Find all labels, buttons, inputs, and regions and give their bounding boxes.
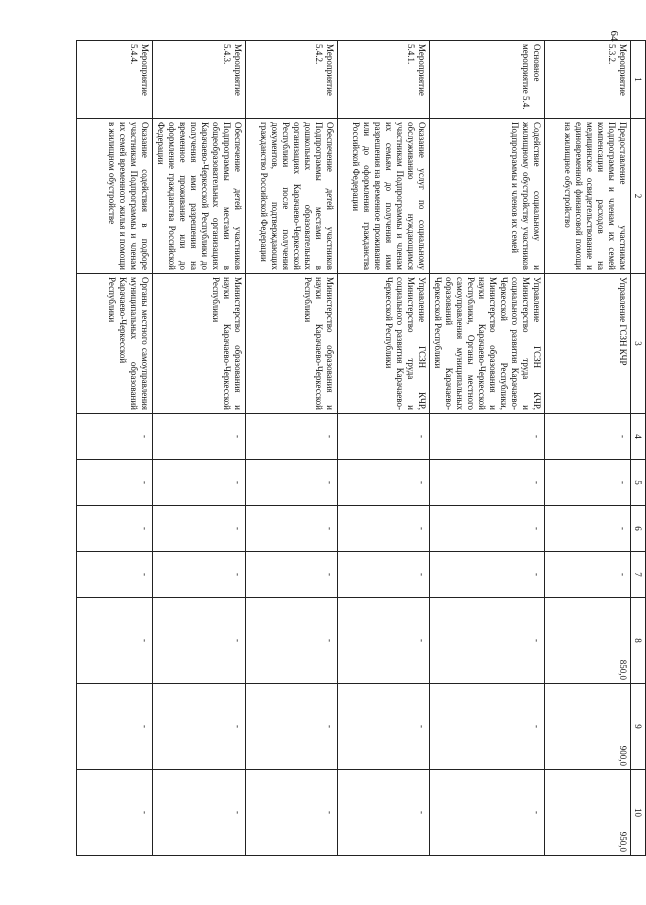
value-cell: - <box>545 414 631 460</box>
value-cell: - <box>77 684 153 770</box>
activity-executor: Управление ГСЗН КЧР <box>545 274 631 414</box>
header-cell: 2 <box>631 119 646 274</box>
header-cell: 7 <box>631 552 646 598</box>
value-cell: - <box>430 770 545 856</box>
value-cell: - <box>77 460 153 506</box>
header-row <box>631 41 646 856</box>
value-cell: - <box>338 770 430 856</box>
activity-executor: Управление ГСЗН КЧР, Министерство труда и социального развития Карачаево-Черкесской Республики, Министерство образования и науки Карачаево-Черкесской Республики, Органы местного самоуправления муниципальных образований Карачаево-Черкесской Республики <box>430 274 545 414</box>
value-cell: - <box>153 552 246 598</box>
activity-description: Обеспечение детей участников Подпрограммы местами в общеобразовательных организациях Карачаево-Черкесской Республики до получения ими разрешения на временное проживание или до оформление гражданства Российской Федерации <box>153 119 246 274</box>
header-cell: 1 <box>631 41 646 119</box>
value-cell: - <box>545 552 631 598</box>
value-cell: - <box>246 770 338 856</box>
header-cell: 9 <box>631 684 646 770</box>
value-cell: - <box>430 598 545 684</box>
value-cell: - <box>545 506 631 552</box>
header-cell: 10 <box>631 770 646 856</box>
activity-executor: Министерство образования и науки Карачаево-Черкесской Республики <box>153 274 246 414</box>
activity-executor: Органы местного самоуправления муниципальных образований Карачаево-Черкесской Республики <box>77 274 153 414</box>
value-cell: - <box>153 460 246 506</box>
value-cell: - <box>153 506 246 552</box>
value-cell: - <box>77 770 153 856</box>
value-cell: - <box>153 598 246 684</box>
table-row <box>246 41 338 856</box>
activity-description: Обеспечение детей участников Подпрограммы местами в дошкольных образовательных организациях Карачаево-Черкесской Республики после получения документов, подтверждающих гражданство Российской Федерации <box>246 119 338 274</box>
value-cell: - <box>246 460 338 506</box>
header-cell: 6 <box>631 506 646 552</box>
header-cell: 4 <box>631 414 646 460</box>
activity-id: Мероприятие 5.4.2. <box>246 41 338 119</box>
table-row <box>338 41 430 856</box>
activity-description: Содействие социальному и жилищному обустройству участников Подпрограммы и членов их семей <box>430 119 545 274</box>
value-cell: 850,0 <box>545 598 631 684</box>
table-row <box>545 41 631 856</box>
header-cell: 5 <box>631 460 646 506</box>
program-activities-table <box>76 40 646 856</box>
activity-description: Предоставление участникам Подпрограммы и членам их семей компенсации расходов на медицинское освидетельствование и единовременной финансовой помощи на жилищное обустройство <box>545 119 631 274</box>
value-cell: - <box>430 460 545 506</box>
value-cell: - <box>246 506 338 552</box>
activity-id: Мероприятие 5.4.4. <box>77 41 153 119</box>
value-cell: - <box>338 598 430 684</box>
table-row <box>430 41 545 856</box>
activity-id: Основное мероприятие 5.4. <box>430 41 545 119</box>
value-cell: - <box>338 552 430 598</box>
table-row <box>77 41 153 856</box>
value-cell: - <box>338 506 430 552</box>
value-cell: - <box>430 684 545 770</box>
value-cell: - <box>246 552 338 598</box>
value-cell: - <box>430 552 545 598</box>
value-cell: - <box>338 460 430 506</box>
page-number: 64 <box>608 30 620 42</box>
activity-executor: Министерство образования и науки Карачаево-Черкесской Республики <box>246 274 338 414</box>
activity-description: Оказание услуг по социальному обслуживанию нуждающимся участникам Подпрограммы и членам их семьям до получения ими разрешения на временное проживание или до оформления гражданства Российской Федерации <box>338 119 430 274</box>
activity-executor: Управление ГСЗН КЧР, Министерство труда и социального развития Карачаево-Черкесской Республики <box>338 274 430 414</box>
activity-id: Мероприятие 5.4.1. <box>338 41 430 119</box>
value-cell: - <box>77 414 153 460</box>
value-cell: - <box>77 506 153 552</box>
value-cell: 950,0 <box>545 770 631 856</box>
value-cell: - <box>338 414 430 460</box>
value-cell: - <box>430 506 545 552</box>
value-cell: - <box>77 598 153 684</box>
value-cell: - <box>153 770 246 856</box>
activity-id: Мероприятие 5.4.3. <box>153 41 246 119</box>
value-cell: - <box>545 460 631 506</box>
value-cell: - <box>246 684 338 770</box>
value-cell: - <box>153 684 246 770</box>
value-cell: - <box>246 598 338 684</box>
value-cell: - <box>77 552 153 598</box>
value-cell: - <box>153 414 246 460</box>
value-cell: - <box>430 414 545 460</box>
activity-description: Оказание содействия в подборе участникам Подпрограммы и членам их семей временного жилья и помощи в жилищном обустройстве <box>77 119 153 274</box>
value-cell: - <box>338 684 430 770</box>
value-cell: 900,0 <box>545 684 631 770</box>
rotated-table-container <box>84 40 646 855</box>
value-cell: - <box>246 414 338 460</box>
activity-id: Мероприятие 5.3.2. <box>545 41 631 119</box>
table-row <box>153 41 246 856</box>
header-cell: 3 <box>631 274 646 414</box>
header-cell: 8 <box>631 598 646 684</box>
